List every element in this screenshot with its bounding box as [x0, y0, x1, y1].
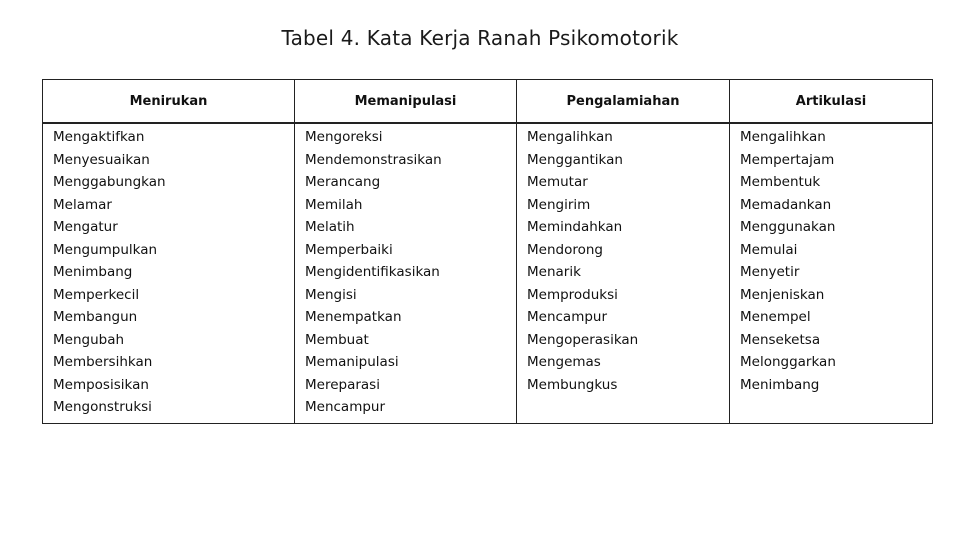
psychomotor-verb-table	[42, 79, 933, 424]
verb-item: Menyesuaikan	[53, 151, 150, 168]
verb-item: Memindahkan	[527, 219, 623, 235]
verb-item: Menggunakan	[740, 219, 836, 235]
table-body-row	[43, 123, 933, 423]
verb-item: Membuat	[305, 331, 369, 348]
verb-item: Memperbaiki	[305, 241, 393, 258]
verb-item: Menempatkan	[305, 309, 402, 325]
verb-item: Mendemonstrasikan	[305, 151, 442, 168]
verb-item: Mengalihkan	[527, 129, 613, 145]
page-title: Tabel 4. Kata Kerja Ranah Psikomotorik	[281, 26, 679, 50]
verb-item: Mengemas	[527, 354, 601, 370]
verb-list-pengalamiahan	[527, 126, 729, 396]
verb-item: Mengoperasikan	[527, 331, 639, 348]
verb-item: Menimbang	[53, 264, 133, 280]
verb-item: Membersihkan	[53, 354, 153, 370]
column-header-memanipulasi: Memanipulasi	[295, 80, 517, 124]
verb-item: Menempel	[740, 309, 811, 325]
verb-item: Menarik	[527, 264, 581, 280]
verb-item: Mengubah	[53, 331, 125, 348]
verb-item: Memperkecil	[53, 286, 140, 303]
verb-item: Memposisikan	[53, 376, 149, 393]
verb-item: Melamar	[53, 196, 112, 213]
column-cell-artikulasi	[730, 123, 933, 423]
verb-item: Mengaktifkan	[53, 129, 145, 145]
verb-item: Merancang	[305, 174, 381, 190]
verb-item: Memilah	[305, 196, 363, 213]
verb-item: Mencampur	[527, 309, 608, 325]
column-header-artikulasi: Artikulasi	[730, 80, 933, 124]
verb-item: Memadankan	[740, 196, 832, 213]
verb-item: Mencampur	[305, 399, 386, 415]
verb-list-memanipulasi	[305, 126, 516, 419]
verb-item: Menjeniskan	[740, 286, 825, 303]
verb-item: Menggabungkan	[53, 174, 166, 190]
verb-item: Memanipulasi	[305, 354, 399, 370]
verb-item: Menyetir	[740, 264, 800, 280]
verb-item: Mereparasi	[305, 376, 380, 393]
column-cell-menirukan	[43, 123, 295, 423]
verb-item: Mempertajam	[740, 151, 835, 168]
column-header-menirukan: Menirukan	[43, 80, 295, 124]
table-header-row	[43, 80, 933, 124]
verb-item: Mengoreksi	[305, 129, 383, 145]
verb-item: Mendorong	[527, 241, 603, 258]
verb-item: Mengonstruksi	[53, 399, 152, 415]
column-cell-pengalamiahan	[517, 123, 730, 423]
verb-item: Mengidentifikasikan	[305, 264, 440, 280]
verb-item: Memproduksi	[527, 286, 618, 303]
verb-item: Melatih	[305, 219, 355, 235]
verb-item: Membungkus	[527, 376, 618, 393]
verb-item: Menimbang	[740, 376, 820, 393]
verb-item: Mengatur	[53, 219, 118, 235]
verb-item: Membentuk	[740, 174, 821, 190]
verb-list-menirukan	[53, 126, 294, 419]
verb-item: Menggantikan	[527, 151, 623, 168]
verb-item: Memutar	[527, 174, 588, 190]
column-header-pengalamiahan: Pengalamiahan	[517, 80, 730, 124]
verb-item: Mengirim	[527, 196, 591, 213]
verb-list-artikulasi	[740, 126, 932, 396]
verb-item: Melonggarkan	[740, 354, 836, 370]
verb-item: Mengalihkan	[740, 129, 826, 145]
column-cell-memanipulasi	[295, 123, 517, 423]
verb-item: Mengisi	[305, 286, 357, 303]
verb-item: Menseketsa	[740, 331, 821, 348]
verb-item: Memulai	[740, 241, 798, 258]
verb-item: Mengumpulkan	[53, 241, 158, 258]
verb-item: Membangun	[53, 309, 138, 325]
